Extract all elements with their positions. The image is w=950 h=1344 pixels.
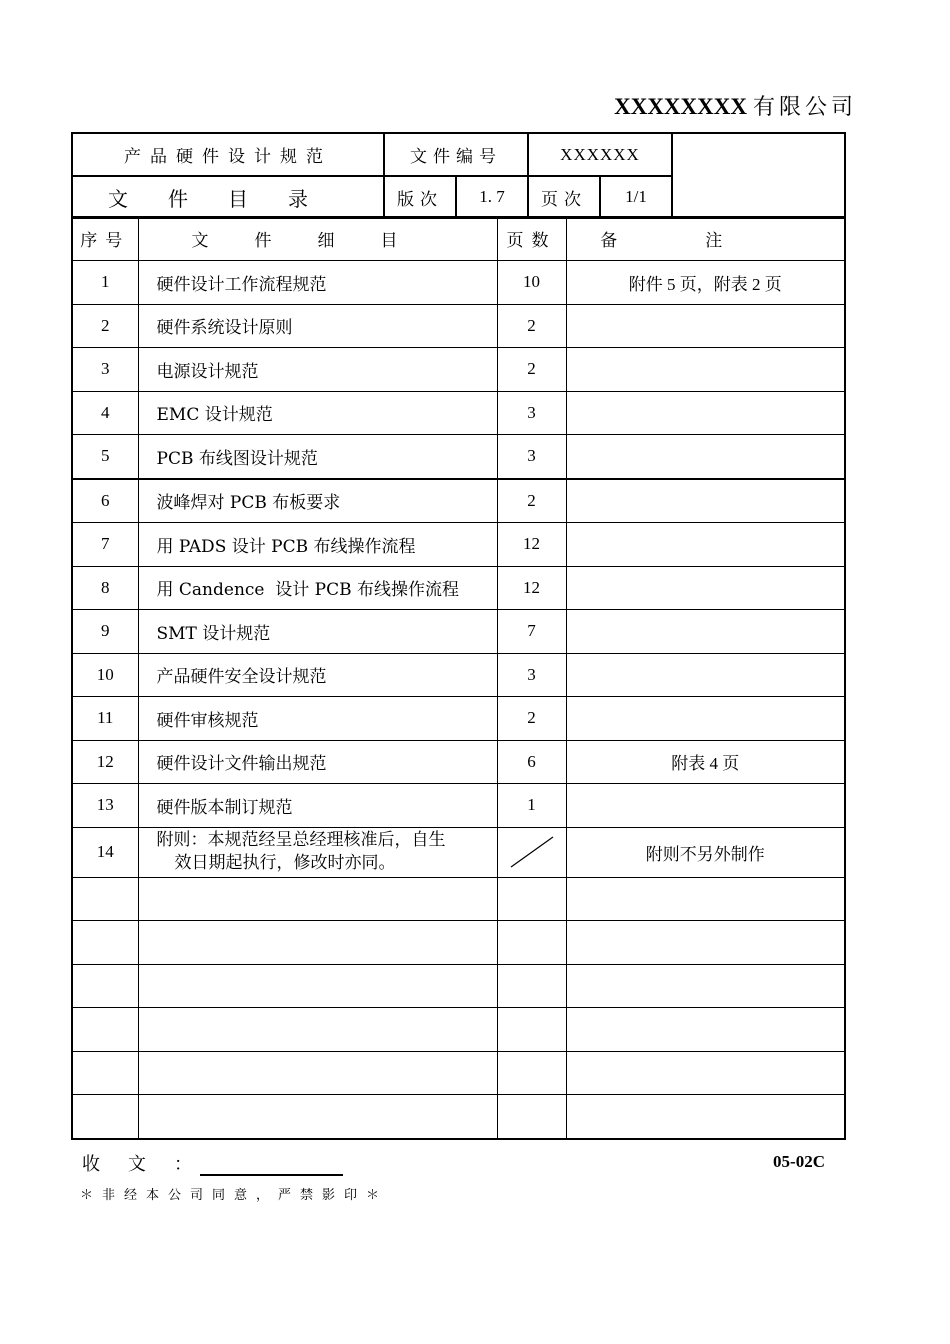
blank-cell bbox=[72, 877, 138, 921]
appendix-note: 附则不另外制作 bbox=[566, 827, 845, 877]
row-number: 1 bbox=[72, 261, 138, 305]
blank-row bbox=[72, 921, 845, 965]
blank-cell bbox=[72, 1008, 138, 1052]
table-row bbox=[72, 740, 845, 784]
blank-cell bbox=[566, 1095, 845, 1139]
row-pages: 2 bbox=[497, 697, 566, 741]
blank-cell bbox=[566, 964, 845, 1008]
row-note bbox=[566, 610, 845, 654]
row-pages: 6 bbox=[497, 740, 566, 784]
diagonal-slash-mark bbox=[509, 835, 555, 869]
blank-cell bbox=[138, 1008, 497, 1052]
row-number: 3 bbox=[72, 348, 138, 392]
blank-cell bbox=[497, 877, 566, 921]
company-suffix: 有限公司 bbox=[752, 95, 857, 120]
blank-cell bbox=[138, 921, 497, 965]
blank-cell bbox=[497, 1095, 566, 1139]
table-row bbox=[72, 348, 845, 392]
row-pages: 1 bbox=[497, 784, 566, 828]
row-title: 硬件设计工作流程规范 bbox=[138, 261, 497, 305]
company-code: XXXXXXXX bbox=[614, 94, 747, 119]
row-pages: 3 bbox=[497, 653, 566, 697]
doc-no: XXXXXX bbox=[528, 133, 672, 176]
col-header-title: 文件细目 bbox=[138, 217, 497, 261]
row-pages: 2 bbox=[497, 304, 566, 348]
row-number: 13 bbox=[72, 784, 138, 828]
doc-title: 产品硬件设计规范 bbox=[72, 133, 384, 176]
page-value: 1/1 bbox=[600, 176, 672, 218]
row-number: 7 bbox=[72, 523, 138, 567]
version-label: 版次 bbox=[384, 176, 456, 218]
row-title: 硬件版本制订规范 bbox=[138, 784, 497, 828]
row-note bbox=[566, 435, 845, 479]
row-title: 用 Candence 设计 PCB 布线操作流程 bbox=[138, 566, 497, 610]
header-blank-cell bbox=[672, 133, 845, 218]
company-name bbox=[614, 90, 857, 121]
copy-warning: ＊非经本公司同意，严禁影印＊ bbox=[80, 1188, 389, 1203]
row-number: 10 bbox=[72, 653, 138, 697]
row-title: PCB 布线图设计规范 bbox=[138, 435, 497, 479]
table-row bbox=[72, 653, 845, 697]
appendix-pages-slash bbox=[497, 827, 566, 877]
blank-cell bbox=[497, 964, 566, 1008]
blank-cell bbox=[497, 1051, 566, 1095]
row-number: 6 bbox=[72, 479, 138, 523]
row-note bbox=[566, 523, 845, 567]
row-pages: 10 bbox=[497, 261, 566, 305]
row-pages: 3 bbox=[497, 391, 566, 435]
row-note bbox=[566, 391, 845, 435]
receive-label: 收文： bbox=[82, 1154, 220, 1175]
toc-table bbox=[71, 216, 846, 1140]
row-pages: 3 bbox=[497, 435, 566, 479]
blank-row bbox=[72, 1008, 845, 1052]
row-title: SMT 设计规范 bbox=[138, 610, 497, 654]
blank-cell bbox=[566, 877, 845, 921]
appendix-number: 14 bbox=[72, 827, 138, 877]
blank-row bbox=[72, 877, 845, 921]
row-title: 用 PADS 设计 PCB 布线操作流程 bbox=[138, 523, 497, 567]
table-row bbox=[72, 697, 845, 741]
row-note bbox=[566, 653, 845, 697]
row-title: EMC 设计规范 bbox=[138, 391, 497, 435]
receive-signature-line bbox=[200, 1154, 343, 1176]
row-pages: 2 bbox=[497, 479, 566, 523]
form-code: 05-02C bbox=[773, 1152, 825, 1171]
blank-cell bbox=[566, 1051, 845, 1095]
appendix-row bbox=[72, 827, 845, 877]
row-title: 电源设计规范 bbox=[138, 348, 497, 392]
row-pages: 12 bbox=[497, 566, 566, 610]
col-header-note: 备注 bbox=[566, 217, 845, 261]
row-number: 5 bbox=[72, 435, 138, 479]
receive-field bbox=[82, 1150, 343, 1176]
blank-cell bbox=[566, 1008, 845, 1052]
row-title: 硬件设计文件输出规范 bbox=[138, 740, 497, 784]
table-row bbox=[72, 391, 845, 435]
table-row bbox=[72, 566, 845, 610]
row-number: 8 bbox=[72, 566, 138, 610]
blank-row bbox=[72, 1051, 845, 1095]
document-header-table bbox=[71, 132, 846, 219]
table-row bbox=[72, 435, 845, 479]
doc-no-label: 文件编号 bbox=[384, 133, 528, 176]
row-note bbox=[566, 479, 845, 523]
row-number: 11 bbox=[72, 697, 138, 741]
blank-cell bbox=[138, 1051, 497, 1095]
row-title: 产品硬件安全设计规范 bbox=[138, 653, 497, 697]
blank-cell bbox=[566, 921, 845, 965]
row-number: 12 bbox=[72, 740, 138, 784]
table-row bbox=[72, 261, 845, 305]
blank-cell bbox=[72, 1095, 138, 1139]
table-row bbox=[72, 610, 845, 654]
row-title: 硬件系统设计原则 bbox=[138, 304, 497, 348]
table-row bbox=[72, 784, 845, 828]
row-note: 附件 5 页，附表 2 页 bbox=[566, 261, 845, 305]
row-note bbox=[566, 566, 845, 610]
row-number: 2 bbox=[72, 304, 138, 348]
row-note bbox=[566, 697, 845, 741]
blank-cell bbox=[497, 921, 566, 965]
blank-cell bbox=[72, 921, 138, 965]
appendix-text bbox=[138, 827, 497, 877]
row-pages: 7 bbox=[497, 610, 566, 654]
table-row bbox=[72, 479, 845, 523]
version-value: 1. 7 bbox=[456, 176, 528, 218]
blank-row bbox=[72, 964, 845, 1008]
blank-row bbox=[72, 1095, 845, 1139]
blank-cell bbox=[497, 1008, 566, 1052]
row-pages: 2 bbox=[497, 348, 566, 392]
row-note bbox=[566, 784, 845, 828]
blank-cell bbox=[72, 964, 138, 1008]
blank-cell bbox=[138, 1095, 497, 1139]
row-note: 附表 4 页 bbox=[566, 740, 845, 784]
blank-cell bbox=[72, 1051, 138, 1095]
toc-title: 文件目录 bbox=[72, 176, 384, 218]
blank-cell bbox=[138, 964, 497, 1008]
row-title: 硬件审核规范 bbox=[138, 697, 497, 741]
table-row bbox=[72, 523, 845, 567]
blank-cell bbox=[138, 877, 497, 921]
row-note bbox=[566, 348, 845, 392]
row-number: 4 bbox=[72, 391, 138, 435]
appendix-line-1: 附则：本规范经呈总经理核准后，自生 bbox=[156, 830, 446, 850]
appendix-line-2: 效日期起执行，修改时亦同。 bbox=[174, 853, 396, 873]
col-header-no: 序号 bbox=[72, 217, 138, 261]
table-row bbox=[72, 304, 845, 348]
row-pages: 12 bbox=[497, 523, 566, 567]
row-note bbox=[566, 304, 845, 348]
page-label: 页次 bbox=[528, 176, 600, 218]
row-title: 波峰焊对 PCB 布板要求 bbox=[138, 479, 497, 523]
col-header-pages: 页数 bbox=[497, 217, 566, 261]
row-number: 9 bbox=[72, 610, 138, 654]
